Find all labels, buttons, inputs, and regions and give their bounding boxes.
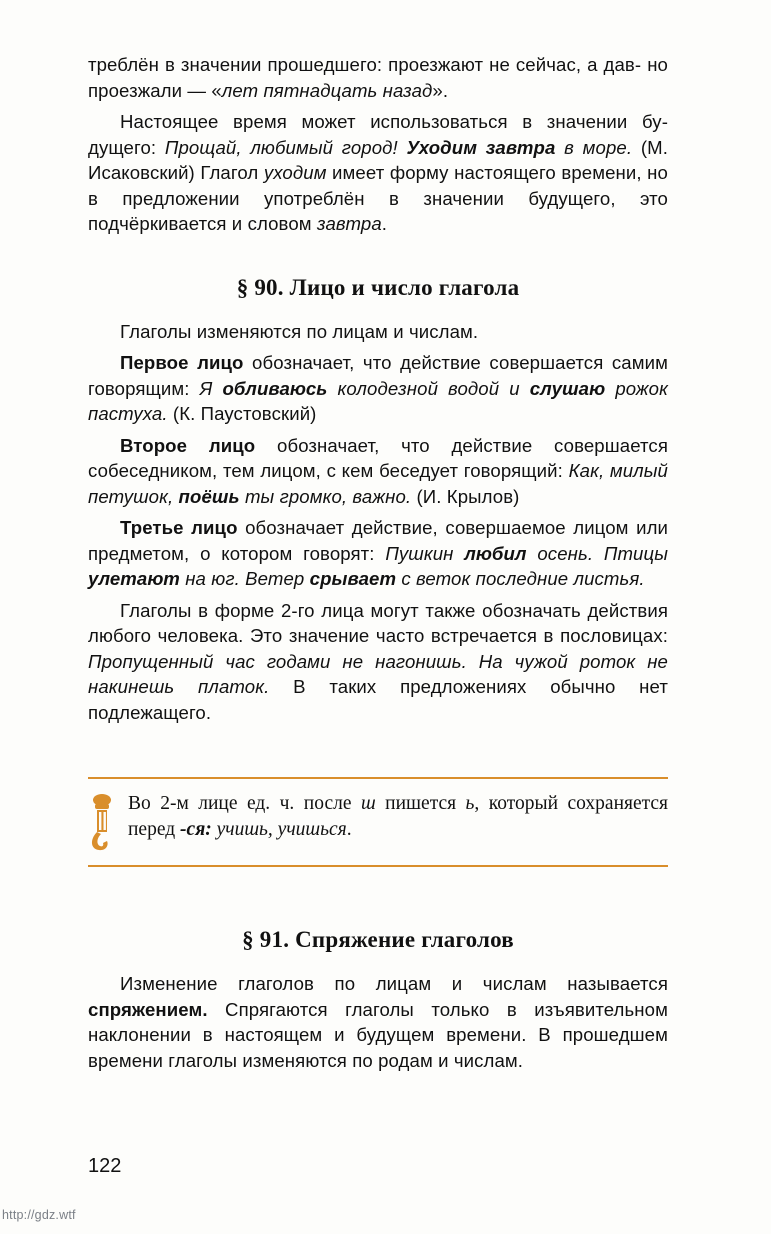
rule-note-block	[88, 763, 668, 881]
section-91-heading: § 91. Спряжение глаголов	[242, 927, 514, 952]
s90-p2-source: (К. Паустовский)	[167, 403, 317, 424]
s90-p3-source: (И. Крылов)	[411, 485, 520, 507]
s90-p2-example-3: рожок пастуха.	[88, 377, 669, 424]
s90-p4-example-4: с веток последние листья.	[396, 568, 645, 589]
s90-p4-example-2: осень. Птицы	[526, 542, 669, 564]
pf-part4: имеет форму настоящего времени, но в предложении употреблён в значении будущего, это подчёркивается и словом	[88, 162, 668, 234]
s90-p3-text: обозначает, что действие совершается собеседником, тем лицом, с кем беседует говорящий:	[88, 434, 668, 481]
rule-italic-sh: ш	[360, 793, 376, 814]
pf-part1: Настоящее время может использоваться в значении бу-	[120, 111, 668, 132]
s90-paragraph-first-person	[88, 350, 668, 427]
s90-p3-example-2: ты громко, важно.	[239, 485, 412, 507]
pf-end: .	[381, 213, 388, 234]
rule-text-b: пишется	[375, 793, 466, 814]
pf-bolditalic-1: Уходим завтра	[406, 136, 556, 158]
rule-italic-soft-sign: ь	[465, 793, 475, 814]
s90-p2-text: обозначает, что действие совершается самим говорящим:	[88, 352, 668, 399]
s90-p3-example-1: Как, милый петушок,	[88, 460, 668, 507]
s90-p2-example-bold-1: обливаюсь	[222, 377, 328, 399]
continuation-quote: лет пятнадцать назад	[221, 79, 433, 101]
s90-third-person-label: Третье лицо	[120, 517, 238, 538]
continuation-line-2a: но проезжали — «	[88, 54, 668, 101]
pf-italic-2: в море.	[564, 136, 633, 158]
watermark-url: http://gdz.wtf	[2, 1208, 76, 1222]
s90-p4-example-bold-1: любил	[464, 542, 527, 564]
s90-p4-example-1: Пушкин	[385, 542, 465, 564]
rule-note-body	[88, 779, 668, 865]
s90-second-person-label: Второе лицо	[120, 434, 256, 456]
section-90-heading: § 90. Лицо и число глагола	[236, 274, 520, 300]
s91-term-conjugation: спряжением.	[88, 998, 208, 1020]
pen-nib-icon	[82, 793, 128, 855]
s90-p2-example-1: Я	[199, 377, 223, 399]
rule-note-text	[128, 791, 668, 842]
pf-part3: (М. Исаковский) Глагол	[88, 136, 668, 183]
pf-italic-4: завтра	[316, 213, 382, 234]
s90-p1-text: Глаголы изменяются по лицам и числам.	[120, 320, 479, 342]
paragraph-present-future	[88, 109, 668, 237]
rule-bottom-divider	[88, 865, 668, 867]
s90-p3-example-bold-1: поёшь	[178, 485, 240, 507]
page-number: 122	[88, 1155, 122, 1177]
s90-first-person-label: Первое лицо	[120, 352, 244, 373]
pf-italic-3: уходим	[263, 162, 327, 183]
rule-bolditalic-sya: -ся:	[180, 818, 212, 840]
paragraph-continuation	[88, 52, 668, 103]
s91-p1-text-b: Спрягаются глаголы только в изъявительном наклонении в настоящем и будущем времени. В прошедшем времени глаголы изменяются по родам и числам.	[88, 998, 668, 1071]
s90-p4-example-bold-2: улетают	[88, 568, 180, 589]
s90-paragraph-proverbs	[88, 598, 668, 726]
s90-paragraph-second-person	[88, 433, 668, 510]
page-content	[88, 52, 668, 1073]
s90-p5-proverbs: Пропущенный час годами не нагонишь. На чужой роток не накинешь платок.	[88, 650, 668, 697]
rule-text-c: , который сохраняется перед	[128, 793, 669, 840]
rule-italic-examples: учишь, учишься	[211, 818, 347, 840]
s91-paragraph-1	[88, 971, 668, 1073]
section-91-heading-wrap	[88, 927, 668, 953]
s90-p2-example-bold-2: слушаю	[529, 377, 606, 399]
s90-p4-example-bold-3: срывает	[309, 568, 397, 589]
continuation-line-1: треблён в значении прошедшего: проезжают не сейчас, а дав-	[88, 54, 642, 75]
pf-italic-1: Прощай, любимый город!	[164, 136, 398, 158]
s90-paragraph-third-person	[88, 515, 668, 592]
continuation-line-2c: ».	[432, 79, 449, 101]
s90-p4-text: обозначает действие, совершаемое лицом или предметом, о котором говорят:	[88, 517, 669, 564]
pf-part2: дущего:	[88, 136, 165, 158]
s90-paragraph-1	[88, 319, 668, 345]
rule-text-d: .	[346, 818, 352, 840]
s91-p1-text-a: Изменение глаголов по лицам и числам называется	[120, 973, 668, 994]
s90-p5-text-a: Глаголы в форме 2-го лица могут также обозначать действия любого человека. Это значение часто встречается в пословицах:	[88, 599, 668, 646]
s90-p2-example-2: колодезной водой и	[327, 377, 530, 399]
s90-p4-example-3: на юг. Ветер	[179, 568, 310, 589]
section-90-heading-wrap	[88, 275, 668, 301]
s90-p5-text-b: В таких предложениях обычно нет подлежащего.	[88, 676, 668, 723]
rule-text-a: Во 2-м лице ед. ч. после	[128, 793, 361, 814]
